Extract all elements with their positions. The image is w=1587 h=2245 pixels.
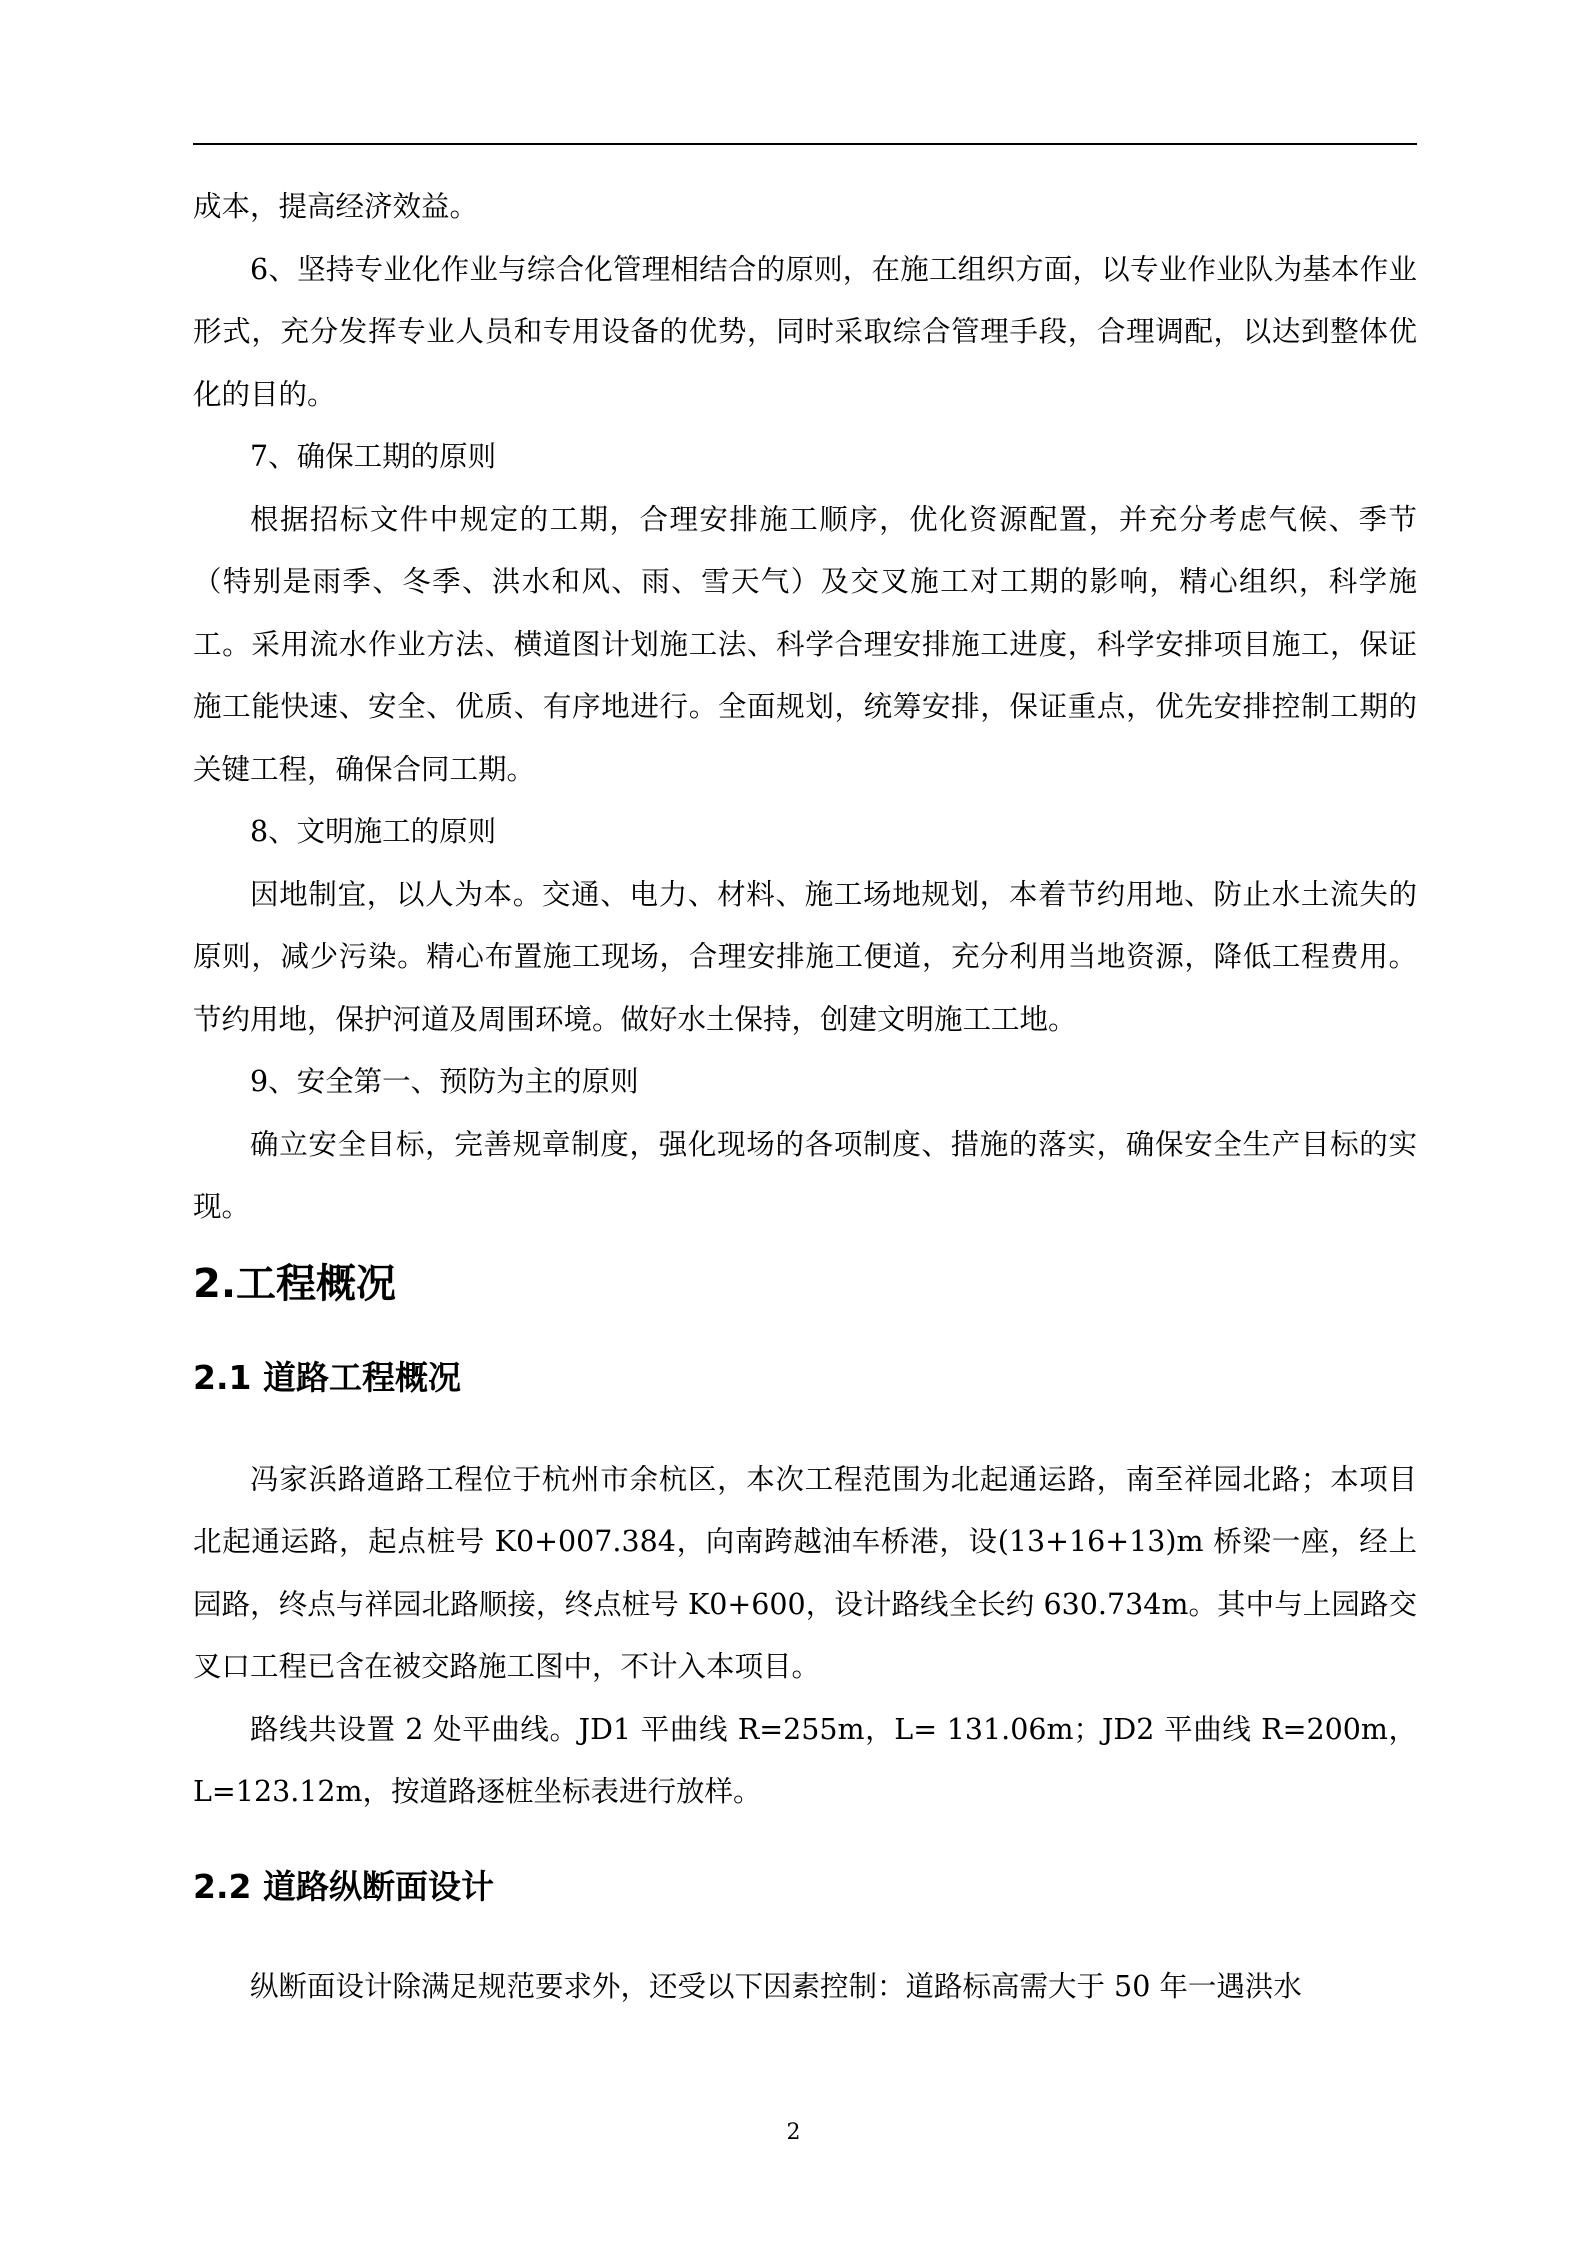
subsection-title-road-overview: 2.1 道路工程概况: [193, 1357, 461, 1397]
paragraph-continuation: 成本，提高经济效益。: [193, 190, 479, 223]
heading-principle-9: 9、安全第一、预防为主的原则: [250, 1065, 639, 1098]
paragraph-principle-6: 6、坚持专业化作业与综合化管理相结合的原则，在施工组织方面，以专业作业队为基本作业形式，充分发挥专业人员和专用设备的优势，同时采取综合管理手段，合理调配，以达到整体优化的目的。: [193, 252, 1417, 411]
subsection-title-longitudinal: 2.2 道路纵断面设计: [193, 1866, 494, 1906]
heading-principle-7: 7、确保工期的原则: [250, 440, 497, 473]
paragraph-principle-9: 确立安全目标，完善规章制度，强化现场的各项制度、措施的落实，确保安全生产目标的实现。: [193, 1127, 1417, 1223]
page-content: [193, 176, 1417, 2018]
page-number: 2: [786, 2120, 801, 2145]
paragraph-longitudinal: 纵断面设计除满足规范要求外，还受以下因素控制：道路标高需大于 50 年一遇洪水: [250, 1969, 1302, 2003]
paragraph-curves: 路线共设置 2 处平曲线。JD1 平曲线 R=255m，L= 131.06m；JD2 平曲线 R=200m，L=123.12m，按道路逐桩坐标表进行放样。: [193, 1712, 1417, 1808]
heading-principle-8: 8、文明施工的原则: [250, 815, 497, 848]
section-title: 2.工程概况: [193, 1260, 397, 1307]
paragraph-principle-7: 根据招标文件中规定的工期，合理安排施工顺序，优化资源配置，并充分考虑气候、季节（特别是雨季、冬季、洪水和风、雨、雪天气）及交叉施工对工期的影响，精心组织，科学施工。采用流水作业方法、横道图计划施工法、科学合理安排施工进度，科学安排项目施工，保证施工能快速、安全、优质、有序地进行。全面规划，统筹安排，保证重点，优先安排控制工期的关键工程，确保合同工期。: [193, 502, 1417, 786]
paragraph-principle-8: 因地制宜，以人为本。交通、电力、材料、施工场地规划，本着节约用地、防止水土流失的原则，减少污染。精心布置施工现场，合理安排施工便道，充分利用当地资源，降低工程费用。节约用地，保护河道及周围环境。做好水土保持，创建文明施工工地。: [193, 877, 1417, 1036]
header-rule: [193, 143, 1417, 145]
paragraph-road-overview: 冯家浜路道路工程位于杭州市余杭区，本次工程范围为北起通运路，南至祥园北路；本项目北起通运路，起点桩号 K0+007.384，向南跨越油车桥港，设(13+16+13)m 桥梁一座，经上园路，终点与祥园北路顺接，终点桩号 K0+600，设计路线全长约 630.734m。其中与上园路交叉口工程已含在被交路施工图中，不计入本项目。: [193, 1462, 1417, 1683]
